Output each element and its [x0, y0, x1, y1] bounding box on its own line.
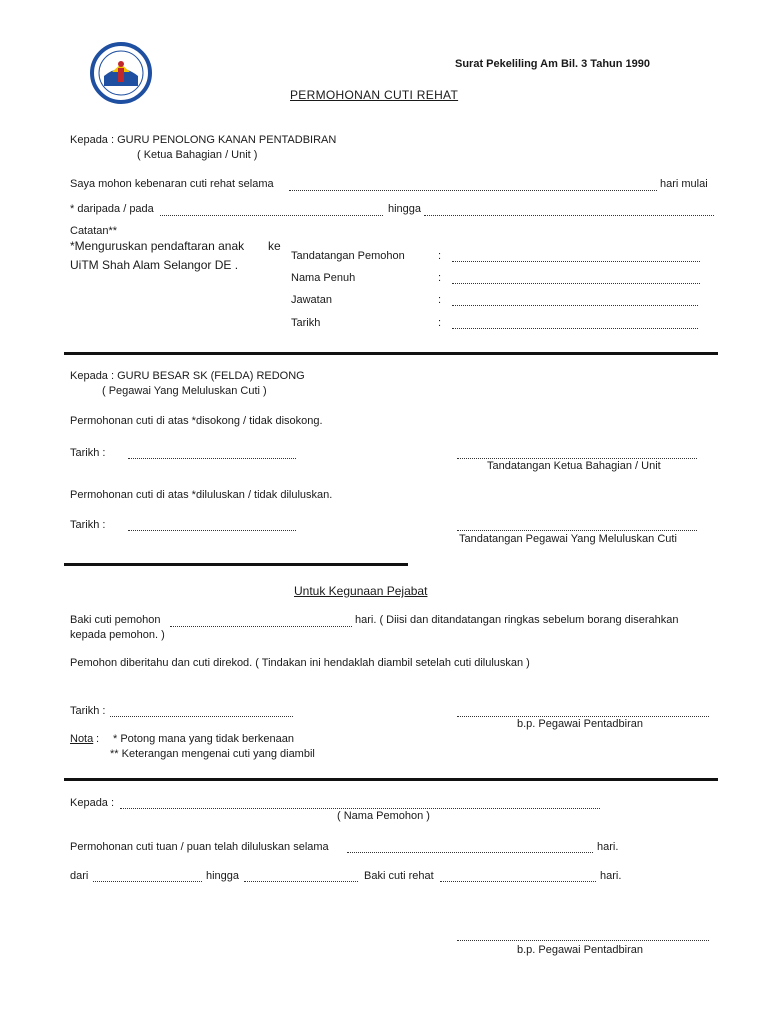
section-divider-2 [64, 563, 408, 566]
baki-field[interactable] [170, 626, 352, 627]
kepada-guru-besar: Kepada : GURU BESAR SK (FELDA) REDONG [70, 370, 305, 382]
circular-reference: Surat Pekeliling Am Bil. 3 Tahun 1990 [455, 58, 651, 70]
baki-line2: kepada pemohon. ) [70, 629, 165, 641]
kepada-subtitle: ( Ketua Bahagian / Unit ) [137, 149, 258, 161]
final-signature-label: b.p. Pegawai Pentadbiran [517, 944, 643, 956]
approved-days-hari: hari. [597, 841, 619, 853]
admin-signature-field[interactable] [457, 716, 709, 717]
handwritten-note-line1: *Menguruskan pendaftaran anak [70, 239, 245, 253]
nota-colon: : [96, 733, 100, 745]
signature-colon: : [438, 250, 442, 262]
head-signature-label: Tandatangan Ketua Bahagian / Unit [487, 460, 661, 472]
kepada-line: Kepada : GURU PENOLONG KANAN PENTADBIRAN [70, 134, 337, 146]
kepada-applicant-label: Kepada : [70, 797, 115, 809]
nama-label: Nama Penuh [291, 272, 356, 284]
tarikh-approval-field[interactable] [128, 530, 296, 531]
applicant-name-field[interactable] [120, 808, 600, 809]
baki-rehat-hari: hari. [600, 870, 622, 882]
section-divider-3 [64, 778, 718, 781]
tarikh-support-label: Tarikh : [70, 447, 106, 459]
tarikh-field[interactable] [452, 328, 698, 329]
request-text: Saya mohon kebenaran cuti rehat selama [70, 178, 274, 190]
hingga-field-2[interactable] [244, 881, 358, 882]
hari-mulai-label: hari mulai [660, 178, 708, 190]
dari-field[interactable] [93, 881, 202, 882]
tarikh-label: Tarikh [291, 317, 321, 329]
ministry-logo [90, 42, 152, 104]
nama-colon: : [438, 272, 442, 284]
baki-tail: hari. ( Diisi dan ditandatangan ringkas sebelum borang diserahkan [355, 614, 679, 626]
tarikh-office-label: Tarikh : [70, 705, 106, 717]
approved-days-text: Permohonan cuti tuan / puan telah diluluskan selama [70, 841, 329, 853]
jawatan-field[interactable] [452, 305, 698, 306]
nota-label: Nota [70, 733, 94, 745]
signature-label: Tandatangan Pemohon [291, 250, 405, 262]
nama-field[interactable] [452, 283, 700, 284]
baki-rehat-field[interactable] [440, 881, 596, 882]
nota-item-1: * Potong mana yang tidak berkenaan [113, 733, 295, 745]
jawatan-colon: : [438, 294, 442, 306]
tarikh-support-field[interactable] [128, 458, 296, 459]
approver-subtitle: ( Pegawai Yang Meluluskan Cuti ) [102, 385, 267, 397]
baki-rehat-label: Baki cuti rehat [364, 870, 434, 882]
head-signature-field[interactable] [457, 458, 697, 459]
approver-signature-label: Tandatangan Pegawai Yang Meluluskan Cuti [459, 533, 677, 545]
days-field[interactable] [289, 190, 657, 191]
final-signature-field[interactable] [457, 940, 709, 941]
tarikh-approval-label: Tarikh : [70, 519, 106, 531]
tarikh-colon: : [438, 317, 442, 329]
from-date-field[interactable] [160, 215, 383, 216]
approved-days-field[interactable] [347, 852, 593, 853]
nota-item-2: ** Keterangan mengenai cuti yang diambil [110, 748, 315, 760]
approver-signature-field[interactable] [457, 530, 697, 531]
hingga-label: hingga [388, 203, 422, 215]
daripada-label: * daripada / pada [70, 203, 154, 215]
approval-statement: Permohonan cuti di atas *diluluskan / tidak diluluskan. [70, 489, 333, 501]
section-divider-1 [64, 352, 718, 355]
jawatan-label: Jawatan [291, 294, 332, 306]
form-title: PERMOHONAN CUTI REHAT [290, 88, 459, 102]
recorded-statement: Pemohon diberitahu dan cuti direkod. ( Tindakan ini hendaklah diambil setelah cuti diluluskan ) [70, 657, 530, 669]
handwritten-note-line2: UiTM Shah Alam Selangor DE . [70, 258, 239, 272]
tarikh-office-field[interactable] [110, 716, 293, 717]
signature-field[interactable] [452, 261, 700, 262]
dari-label: dari [70, 870, 89, 882]
admin-signature-label: b.p. Pegawai Pentadbiran [517, 718, 643, 730]
nama-pemohon-caption: ( Nama Pemohon ) [337, 810, 430, 822]
to-date-field[interactable] [424, 215, 714, 216]
handwritten-note-ke: ke [268, 239, 281, 253]
hingga-label-2: hingga [206, 870, 240, 882]
support-statement: Permohonan cuti di atas *disokong / tidak disokong. [70, 415, 323, 427]
catatan-label: Catatan** [70, 225, 118, 237]
baki-label: Baki cuti pemohon [70, 614, 161, 626]
office-use-title: Untuk Kegunaan Pejabat [294, 584, 428, 598]
